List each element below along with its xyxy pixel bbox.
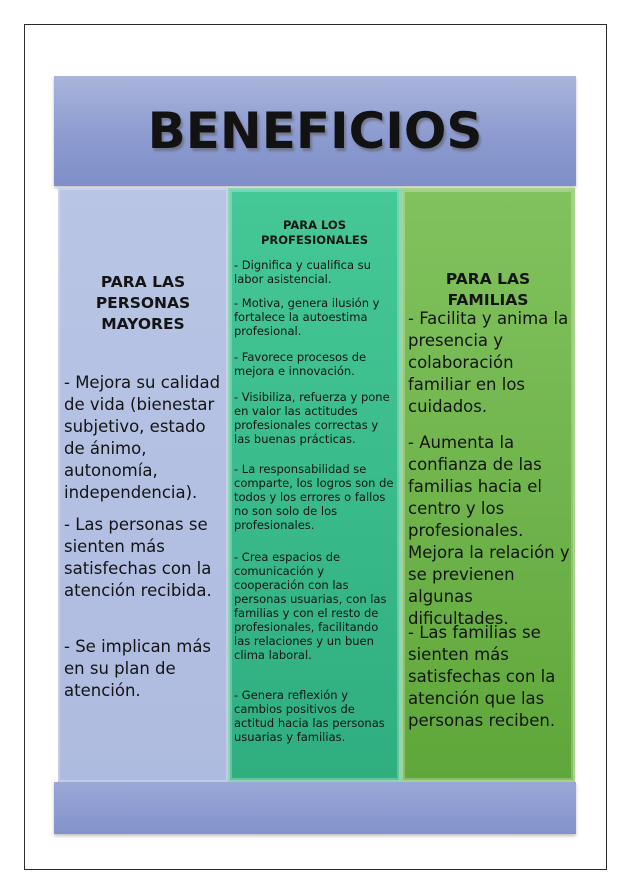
benefit-item: - Genera reflexión y cambios positivos de actitud hacia las personas usuarias y familias. (234, 688, 385, 744)
column-familias (401, 188, 575, 782)
column-heading-profesionales: PARA LOS PROFESIONALES (260, 218, 369, 247)
column-heading-personas-mayores: PARA LAS PERSONAS MAYORES (95, 273, 191, 333)
benefit-item: - Aumenta la confianza de las familias hacia el centro y los profesionales. Mejora la relación y se previenen algunas dificultades. (408, 433, 570, 628)
benefit-item: - Facilita y anima la presencia y colaboración familiar en los cuidados. (408, 309, 569, 416)
benefit-item: - La responsabilidad se comparte, los logros son de todos y los errores o fallos no son solo de los profesionales. (234, 462, 394, 532)
title-banner (54, 76, 576, 186)
benefit-item: - Favorece procesos de mejora e innovación. (234, 350, 367, 378)
column-heading-familias: PARA LAS FAMILIAS (445, 270, 531, 309)
benefit-item: - Las familias se sienten más satisfechas con la atención que las personas reciben. (408, 623, 556, 730)
column-profesionales (228, 188, 401, 782)
footer-banner (54, 782, 576, 834)
benefit-item: - Crea espacios de comunicación y cooperación con las personas usuarias, con las familias y con el resto de profesionales, facilitando las relaciones y un buen clima laboral. (234, 550, 387, 662)
page-title: BENEFICIOS (147, 102, 483, 160)
benefit-item: - Las personas se sienten más satisfechas con la atención recibida. (64, 515, 212, 600)
benefit-item: - Motiva, genera ilusión y fortalece la autoestima profesional. (234, 296, 380, 338)
benefit-item: - Dignifica y cualifica su labor asistencial. (234, 258, 371, 286)
benefit-item: - Mejora su calidad de vida (bienestar subjetivo, estado de ánimo, autonomía, independencia). (64, 373, 221, 502)
column-personas-mayores (58, 188, 228, 782)
benefit-item: - Se implican más en su plan de atención. (64, 637, 212, 700)
benefit-item: - Visibiliza, refuerza y pone en valor las actitudes profesionales correctas y las buenas prácticas. (234, 390, 390, 446)
